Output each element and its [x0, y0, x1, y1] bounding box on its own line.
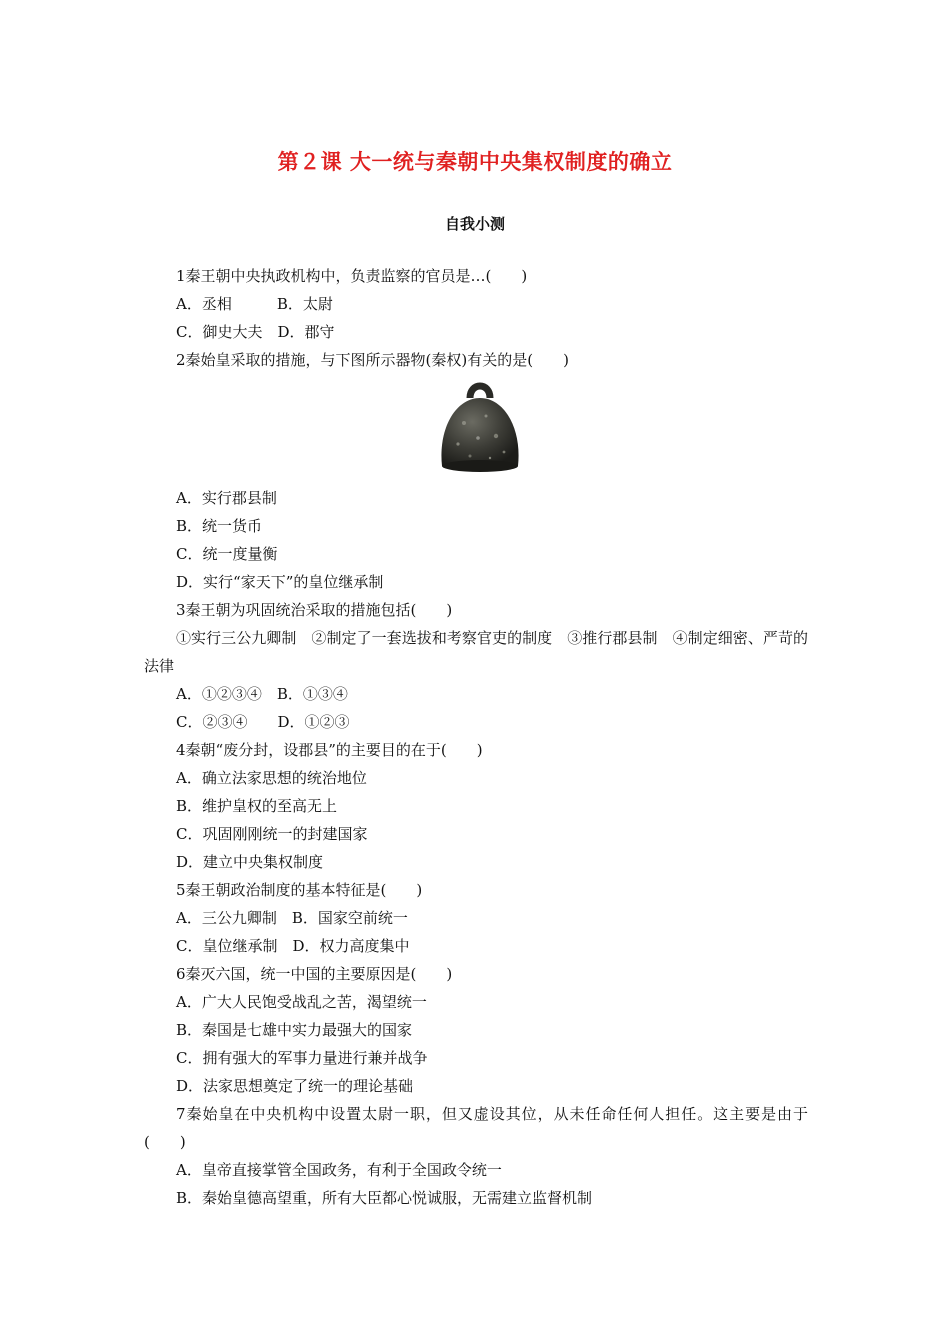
question-2-figure: [144, 374, 808, 484]
question-6-stem: 6秦灭六国，统一中国的主要原因是( ): [176, 965, 453, 983]
question-6-option: D．法家思想奠定了统一的理论基础: [176, 1077, 414, 1095]
question-6-option: B．秦国是七雄中实力最强大的国家: [176, 1021, 413, 1039]
question-2-option: B．统一货币: [176, 517, 263, 535]
page-title: 第２课 大一统与秦朝中央集权制度的确立: [277, 150, 673, 174]
question-5-options-line: C．皇位继承制 D．权力高度集中: [176, 937, 410, 955]
question-5-options-line: A．三公九卿制 B．国家空前统一: [176, 909, 408, 927]
question-6-option: A．广大人民饱受战乱之苦，渴望统一: [176, 993, 427, 1011]
question-5-stem: 5秦王朝政治制度的基本特征是( ): [176, 881, 423, 899]
question-4-option: D．建立中央集权制度: [176, 853, 324, 871]
question-2-stem: 2秦始皇采取的措施，与下图所示器物(秦权)有关的是( ): [176, 351, 569, 369]
question-1-options-line: A．丞相 B．太尉: [176, 295, 333, 313]
question-7-option: A．皇帝直接掌管全国政务，有利于全国政令统一: [176, 1161, 502, 1179]
question-2-option: A．实行郡县制: [176, 489, 277, 507]
question-1-stem: 1秦王朝中央执政机构中，负责监察的官员是…( ): [176, 267, 528, 285]
question-list: [144, 262, 808, 1212]
question-4-stem: 4秦朝“废分封，设郡县”的主要目的在于( ): [176, 741, 483, 759]
qin-weight-image: [434, 378, 526, 478]
question-7-option: B．秦始皇德高望重，所有大臣都心悦诚服，无需建立监督机制: [176, 1189, 593, 1207]
question-3-statement: ①实行三公九卿制 ②制定了一套选拔和考察官吏的制度 ③推行郡县制 ④制定细密、严苛的法律: [144, 629, 808, 675]
question-4-option: C．巩固刚刚统一的封建国家: [176, 825, 368, 843]
question-3-options-line: C．②③④ D．①②③: [176, 713, 350, 731]
question-2-option: C．统一度量衡: [176, 545, 278, 563]
question-4-option: A．确立法家思想的统治地位: [176, 769, 367, 787]
question-3-stem: 3秦王朝为巩固统治采取的措施包括( ): [176, 601, 453, 619]
section-subtitle: 自我小测: [444, 215, 505, 233]
question-4-option: B．维护皇权的至高无上: [176, 797, 338, 815]
question-3-options-line: A．①②③④ B．①③④: [176, 685, 348, 703]
question-6-option: C．拥有强大的军事力量进行兼并战争: [176, 1049, 428, 1067]
question-7-stem: 7秦始皇在中央机构中设置太尉一职，但又虚设其位，从未任命任何人担任。这主要是由于( ): [144, 1105, 808, 1151]
question-2-option: D．实行“家天下”的皇位继承制: [176, 573, 384, 591]
question-1-options-line: C．御史大夫 D．郡守: [176, 323, 335, 341]
